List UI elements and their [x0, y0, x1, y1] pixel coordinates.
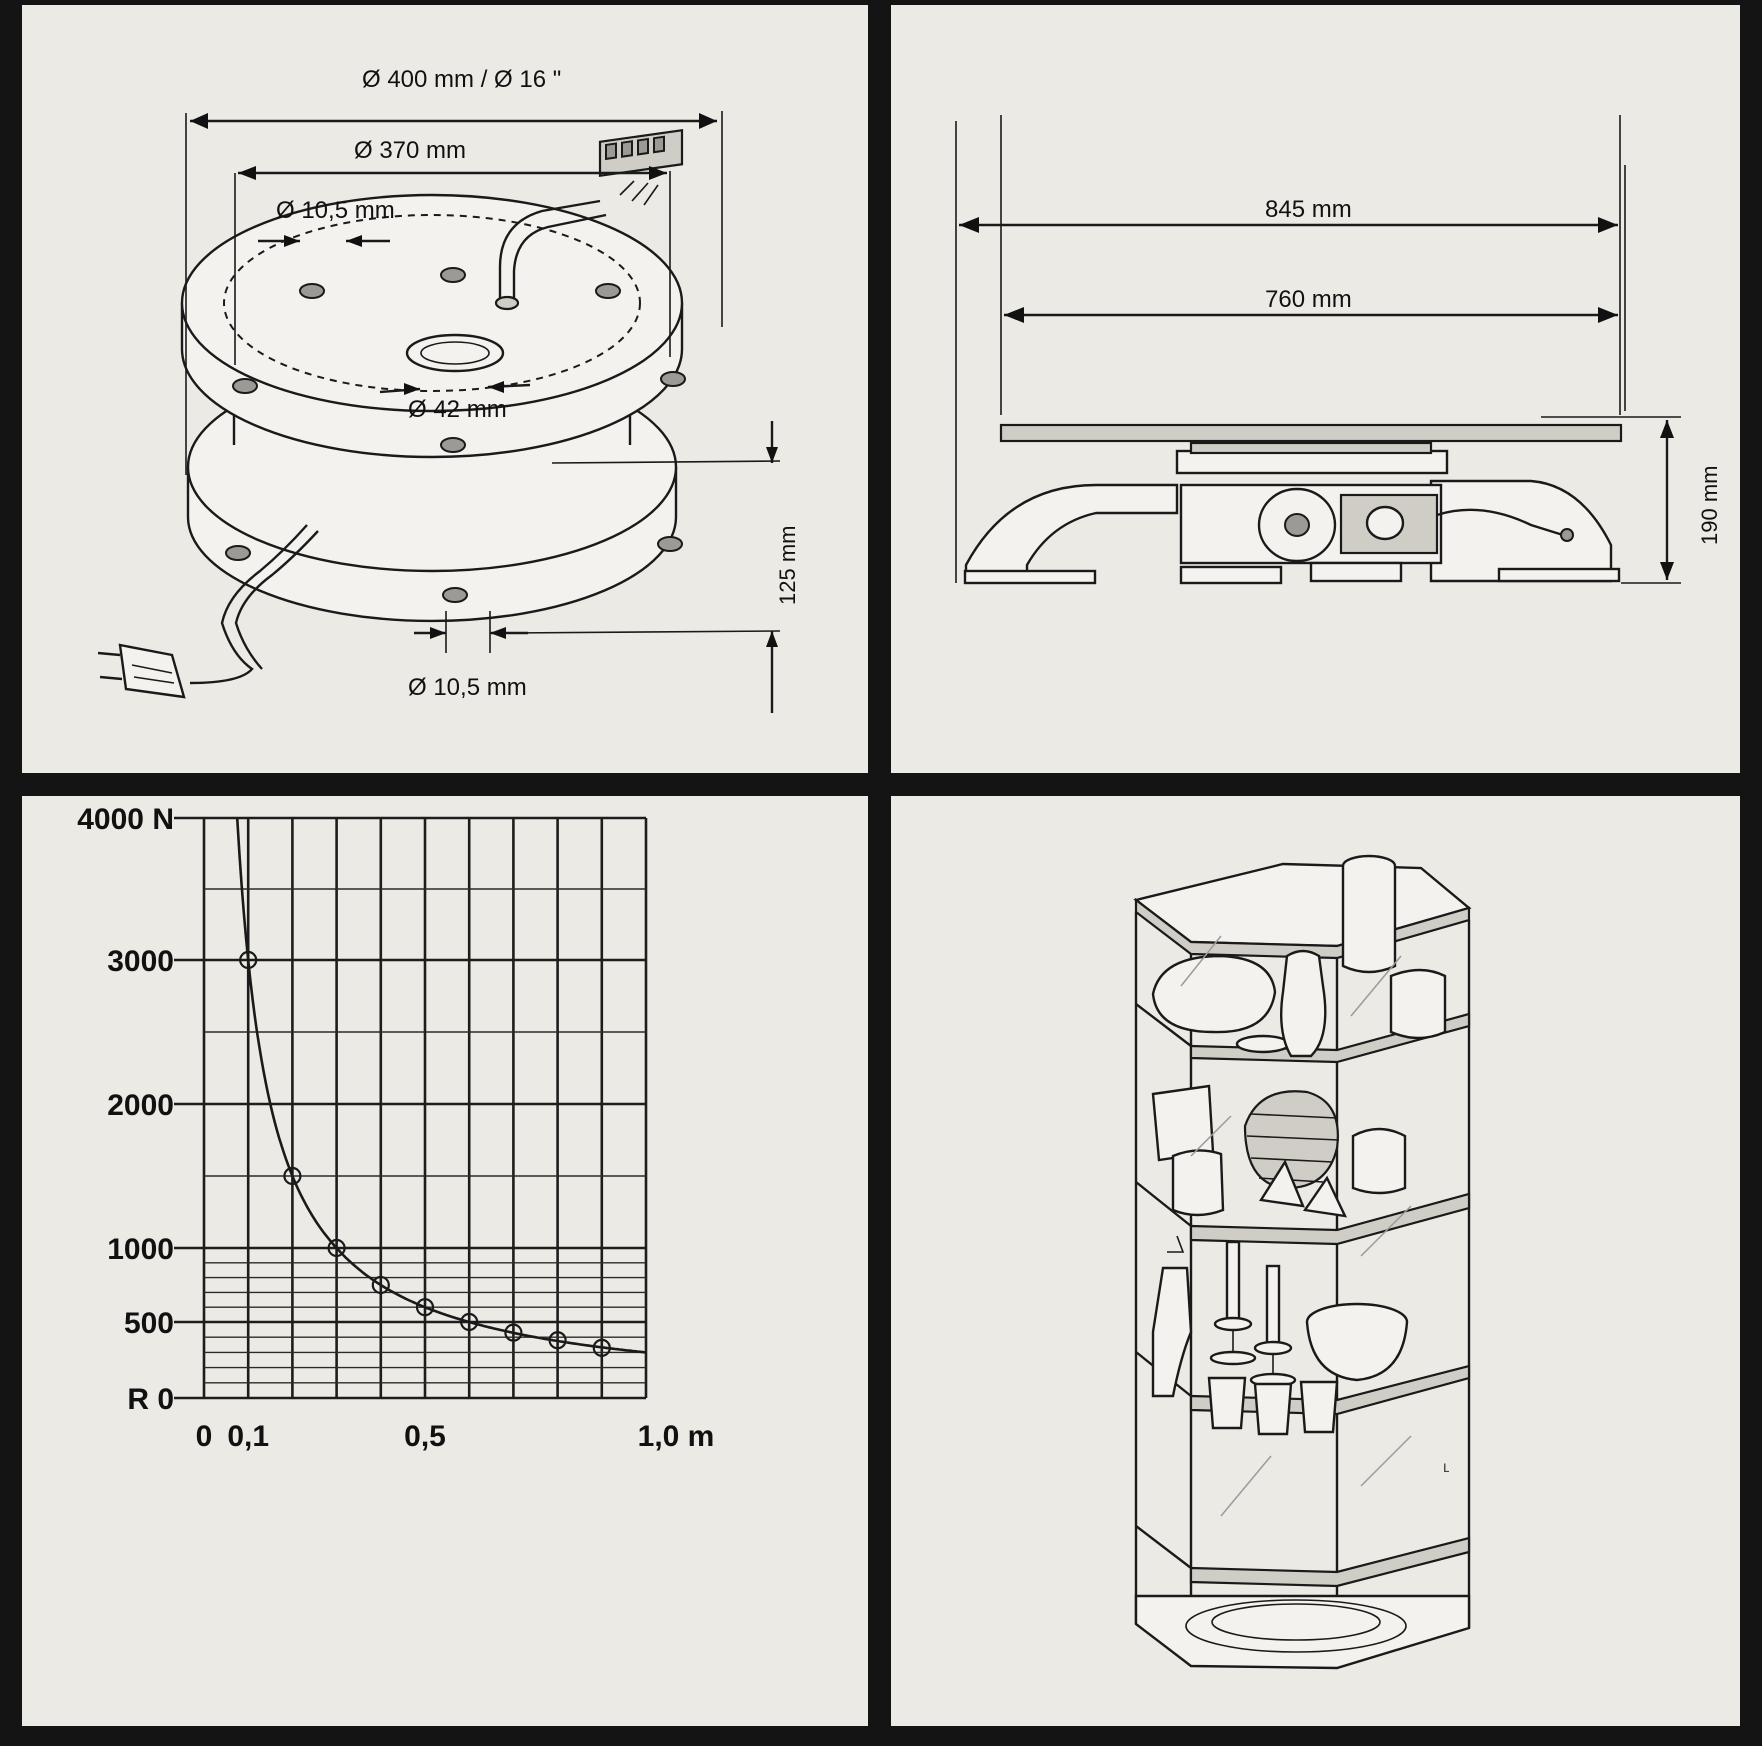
stray-mark: ʟ [1443, 1459, 1450, 1476]
turntable-drawing-panel [22, 5, 868, 773]
y-tick-label: 4000 N [77, 803, 174, 836]
dim-elevation-height: 190 mm [1697, 465, 1722, 545]
load-radius-chart [22, 796, 868, 1726]
dim-outer-diameter: Ø 400 mm / Ø 16 " [362, 66, 562, 93]
chart-x-tick-labels [196, 1420, 715, 1453]
drive-unit-illustration [965, 425, 1621, 583]
display-cabinet-illustration [1136, 856, 1469, 1668]
y-tick-label: 2000 [107, 1089, 174, 1122]
chart-y-tick-labels [77, 803, 174, 1416]
y-tick-label: R 0 [127, 1383, 174, 1416]
load-chart-panel [22, 796, 868, 1726]
x-tick-label: 0,1 [227, 1420, 270, 1453]
x-tick-label: 1,0 m [637, 1420, 715, 1453]
dim-width-inner: 760 mm [1265, 286, 1352, 313]
curve-line [237, 818, 646, 1352]
x-tick-label: 0,5 [404, 1420, 446, 1453]
dim-inner-diameter: Ø 370 mm [354, 137, 467, 164]
power-plug-icon [98, 645, 184, 697]
dim-center-hole: Ø 42 mm [408, 396, 507, 423]
y-tick-label: 3000 [107, 945, 174, 978]
chart-curve [237, 818, 646, 1352]
y-tick-label: 500 [123, 1307, 174, 1340]
motor-icon [1259, 489, 1437, 561]
dim-hole-top: Ø 10,5 mm [276, 197, 395, 224]
dim-turntable-height: 125 mm [775, 525, 800, 605]
y-tick-label: 1000 [107, 1233, 174, 1266]
display-cabinet-panel [891, 796, 1740, 1726]
x-tick-label: 0 [195, 1420, 213, 1453]
chart-grid [174, 818, 646, 1398]
dim-hole-bottom: Ø 10,5 mm [408, 674, 527, 701]
dim-width-outer: 845 mm [1265, 196, 1352, 223]
side-elevation-panel [891, 5, 1740, 773]
